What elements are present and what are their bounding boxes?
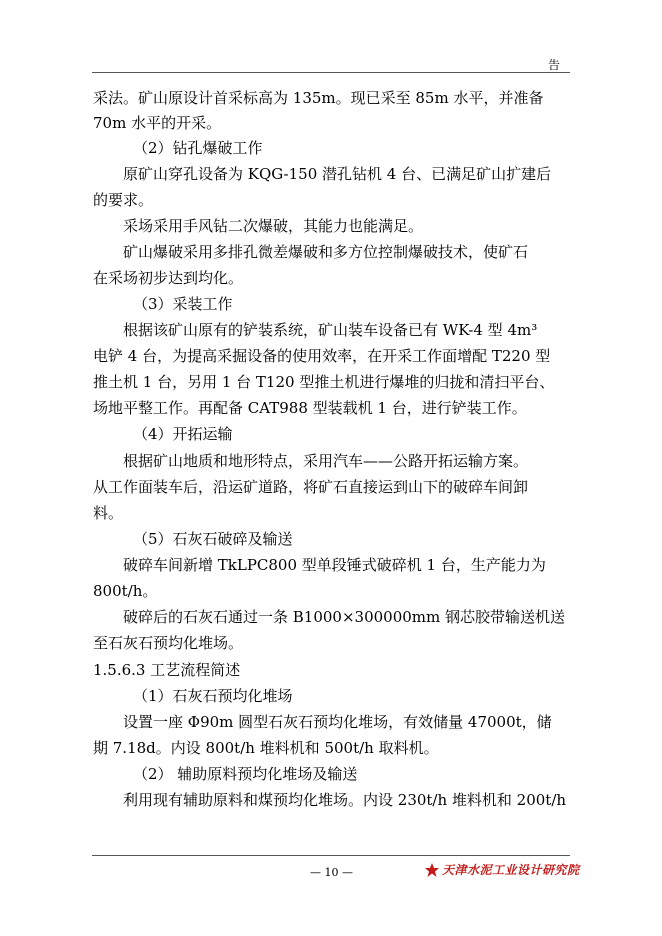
body-line: 800t/h。 — [93, 582, 158, 600]
section-heading: （5）石灰石破碎及输送 — [133, 530, 293, 548]
body-line: 根据该矿山原有的铲装系统，矿山装车设备已有 WK-4 型 4m³ — [123, 321, 538, 339]
page-number: — 10 — — [310, 866, 353, 879]
body-line: 在采场初步达到均化。 — [93, 269, 244, 287]
header-rule — [92, 72, 570, 73]
body-line: 根据矿山地质和地形特点，采用汽车——公路开拓运输方案。 — [123, 452, 529, 470]
body-line: 破碎后的石灰石通过一条 B1000×300000mm 钢芯胶带输送机送 — [123, 608, 566, 626]
body-line: 原矿山穿孔设备为 KQG-150 潜孔钻机 4 台、已满足矿山扩建后 — [123, 165, 552, 183]
body-line: 期 7.18d。内设 800t/h 堆料机和 500t/h 取料机。 — [93, 739, 439, 757]
footer-rule — [92, 855, 570, 856]
body-line: 70m 水平的开采。 — [93, 114, 222, 132]
body-line: 矿山爆破采用多排孔微差爆破和多方位控制爆破技术，使矿石 — [123, 243, 529, 261]
star-logo-icon — [424, 862, 440, 878]
body-line: 至石灰石预均化堆场。 — [93, 634, 244, 652]
section-heading: （1）石灰石预均化堆场 — [133, 687, 293, 705]
section-heading: （2） 辅助原料预均化堆场及输送 — [133, 765, 358, 783]
body-line: 的要求。 — [93, 191, 154, 209]
body-line: 场地平整工作。再配备 CAT988 型装载机 1 台，进行铲装工作。 — [93, 399, 527, 417]
body-line: 破碎车间新增 TkLPC800 型单段锤式破碎机 1 台，生产能力为 — [123, 556, 546, 574]
section-heading: （4）开拓运输 — [133, 425, 233, 443]
subsection-heading: 1.5.6.3 工艺流程简述 — [93, 661, 241, 679]
section-heading: （3）采装工作 — [133, 295, 233, 313]
body-line: 电铲 4 台，为提高采掘设备的使用效率，在开采工作面增配 T220 型 — [93, 347, 551, 365]
body-line: 利用现有辅助原料和煤预均化堆场。内设 230t/h 堆料机和 200t/h — [123, 791, 567, 809]
body-line: 设置一座 Φ90m 圆型石灰石预均化堆场，有效储量 47000t，储 — [123, 713, 552, 731]
body-line: 料。 — [93, 504, 124, 522]
section-heading: （2）钻孔爆破工作 — [133, 139, 263, 157]
body-line: 采法。矿山原设计首采标高为 135m。现已采至 85m 水平，并准备 — [93, 89, 544, 107]
body-line: 采场采用手风钻二次爆破，其能力也能满足。 — [123, 217, 424, 235]
body-line: 从工作面装车后，沿运矿道路，将矿石直接运到山下的破碎车间卸 — [93, 478, 529, 496]
header-mark: 告 — [548, 58, 561, 72]
body-line: 推土机 1 台，另用 1 台 T120 型推土机进行爆堆的归拢和清扫平台、 — [93, 373, 555, 391]
institute-name: 天津水泥工业设计研究院 — [442, 863, 580, 877]
